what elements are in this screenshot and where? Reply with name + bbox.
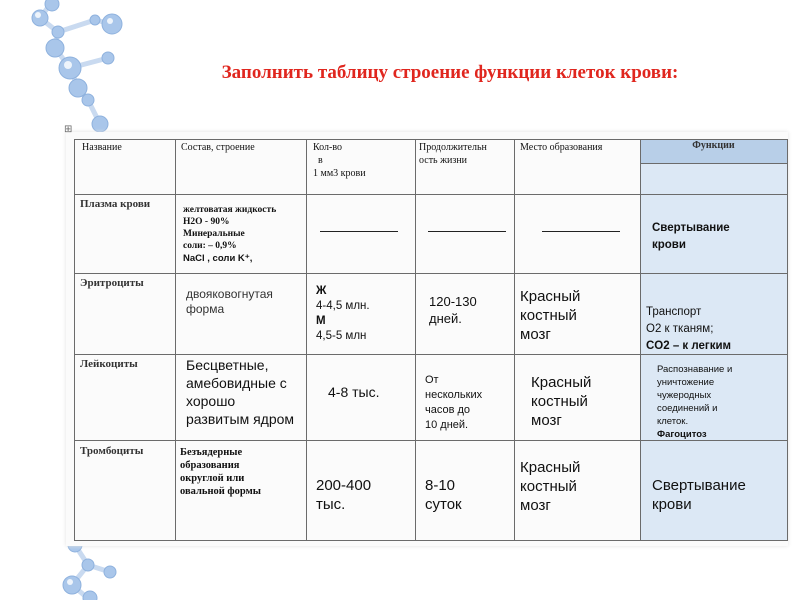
leukocytes-structure-line1: Бесцветные, (186, 357, 269, 373)
erythrocytes-structure (186, 287, 273, 317)
platelets-origin-line2: костный (520, 478, 577, 495)
row-plasma-name: Плазма крови (80, 198, 151, 210)
leukocytes-function-line4: соединений и (657, 403, 718, 414)
leukocytes-function-line1: Распознавание и (657, 364, 733, 375)
function-blank-cell (640, 163, 787, 194)
header-origin: Место образования (520, 142, 603, 153)
leukocytes-origin-line2: костный (531, 393, 588, 410)
erythrocytes-function-line1: Транспорт (646, 306, 702, 318)
leukocytes-lifespan-line2: нескольких (425, 389, 483, 401)
leukocytes-function (657, 363, 732, 441)
leukocytes-count: 4-8 тыс. (328, 384, 380, 400)
erythrocytes-lifespan-line2: дней. (429, 311, 462, 326)
leukocytes-lifespan-line1: От (425, 374, 439, 386)
platelets-structure (180, 446, 261, 498)
leukocytes-lifespan (425, 373, 482, 433)
erythrocytes-origin (520, 287, 580, 344)
plasma-structure-line3: Минеральные (183, 229, 245, 239)
platelets-count-line1: 200-400 (316, 477, 372, 494)
leukocytes-structure (186, 356, 294, 428)
leukocytes-function-line2: уничтожение (657, 377, 715, 388)
header-count-line2: в (318, 155, 323, 166)
leukocytes-origin (531, 373, 591, 430)
platelets-lifespan-line1: 8-10 (425, 477, 456, 494)
plasma-structure-line2: H2O - 90% (183, 217, 230, 227)
header-count-line3: 1 мм3 крови (313, 168, 366, 179)
plasma-structure-line4: соли: – 0,9% (183, 241, 237, 251)
leukocytes-function-line3: чужеродных (657, 390, 712, 401)
platelets-origin-line3: мозг (520, 497, 551, 514)
erythrocytes-lifespan (429, 293, 477, 327)
plasma-origin-dash (542, 231, 620, 232)
erythrocytes-function (646, 304, 731, 355)
leukocytes-lifespan-line4: 10 дней. (425, 419, 469, 431)
platelets-lifespan-line2: суток (425, 496, 462, 513)
plus-icon[interactable]: ⊞ (64, 124, 73, 135)
erythrocytes-origin-line2: костный (520, 307, 577, 324)
platelets-structure-line3: округлой или (180, 473, 245, 484)
platelets-function-line1: Свертывание (652, 477, 746, 494)
erythrocytes-origin-line3: мозг (520, 326, 551, 343)
leukocytes-lifespan-line3: часов до (425, 404, 471, 416)
row-erythrocytes-name: Эритроциты (80, 277, 144, 289)
platelets-structure-line4: овальной формы (180, 486, 261, 497)
erythrocytes-function-line2: O2 к тканям; (646, 323, 714, 335)
leukocytes-origin-line3: мозг (531, 412, 562, 429)
platelets-count (316, 476, 371, 514)
row-platelets-name: Тромбоциты (80, 445, 144, 457)
platelets-origin-line1: Красный (520, 459, 581, 476)
plasma-function (652, 220, 730, 254)
erythrocytes-count-line3: М (316, 315, 326, 327)
plasma-count-dash (320, 231, 398, 232)
header-lifespan-line1: Продолжительн (419, 142, 487, 153)
erythrocytes-origin-line1: Красный (520, 288, 581, 305)
platelets-structure-line1: Безъядерные (180, 447, 243, 458)
erythrocytes-count-line2: 4-4,5 млн. (316, 300, 370, 312)
header-lifespan-line2: ость жизни (419, 155, 468, 166)
platelets-origin (520, 458, 580, 515)
erythrocytes-function-line3: CO2 – к легким (646, 340, 732, 352)
plasma-function-line1: Свертывание (652, 222, 730, 234)
erythrocytes-structure-line2: форма (186, 302, 225, 316)
page-title: Заполнить таблицу строение функции клеток крови: (221, 62, 679, 83)
erythrocytes-structure-line1: двояковогнутая (186, 287, 273, 301)
leukocytes-function-line5: клеток. (657, 416, 689, 427)
platelets-lifespan (425, 476, 462, 514)
plasma-structure-line1: желтоватая жидкость (183, 205, 277, 215)
leukocytes-origin-line1: Красный (531, 374, 592, 391)
header-structure: Состав, строение (181, 142, 255, 153)
erythrocytes-count (316, 284, 370, 344)
plasma-lifespan-dash (428, 231, 506, 232)
leukocytes-structure-line2: амебовидные с (186, 375, 287, 391)
header-function: Функции (640, 139, 787, 163)
platelets-count-line2: тыс. (316, 496, 346, 513)
leukocytes-structure-line3: хорошо (186, 393, 236, 409)
row-leukocytes-name: Лейкоциты (80, 358, 138, 370)
plasma-structure-line5: NaCl , соли K⁺, (183, 253, 253, 264)
platelets-function-line2: крови (652, 496, 692, 513)
erythrocytes-count-line1: Ж (316, 285, 327, 297)
leukocytes-structure-line4: развитым ядром (186, 411, 295, 427)
plasma-function-line2: крови (652, 239, 686, 251)
header-count-line1: Кол-во (313, 142, 343, 153)
erythrocytes-count-line4: 4,5-5 млн (316, 330, 367, 342)
platelets-function (652, 476, 746, 514)
platelets-structure-line2: образования (180, 460, 240, 471)
erythrocytes-lifespan-line1: 120-130 (429, 294, 477, 309)
leukocytes-function-bold: Фагоцитоз (657, 429, 707, 440)
header-name: Название (82, 142, 122, 153)
